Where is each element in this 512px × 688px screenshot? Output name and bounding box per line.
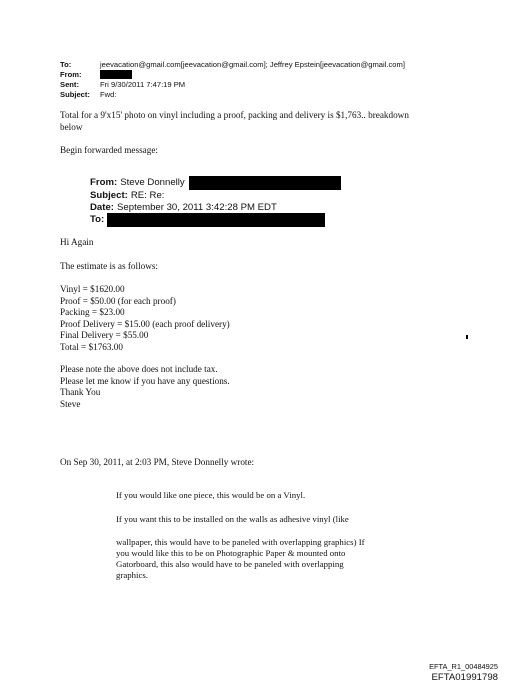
greeting: Hi Again [60,237,94,247]
fwd-subject-value: RE: Re: [130,190,165,201]
scan-mark [466,335,468,339]
quoted-paragraph [116,537,416,581]
fwd-to-label: To: [90,214,105,226]
quoted-line: If you would like one piece, this would be on a Vinyl. [116,490,306,500]
header-to-row [60,60,405,70]
intro-line: below [60,121,83,132]
quoted-para-line: you would like this to be on Photographic Paper & mounted onto [116,548,346,558]
fwd-date-label: Date: [90,201,114,213]
fwd-to-row [90,213,341,227]
redaction-box [100,70,132,79]
subject-label: Subject: [60,90,90,99]
closing-line: Please let me know if you have any questions. [60,375,230,386]
fwd-subject-label: Subject: [90,190,128,201]
fwd-from-label: From: [90,177,118,189]
estimate-list [60,284,230,353]
quoted-line: If you want this to be installed on the walls as adhesive vinyl (like [116,514,349,524]
closing-line: Please note the above does not include tax. [60,364,218,374]
email-header [60,60,405,100]
to-label: To: [60,60,72,69]
estimate-line: Packing = $23.00 [60,307,125,317]
header-from-row [60,70,405,80]
estimate-line: Proof Delivery = $15.00 (each proof delivery) [60,318,230,329]
redaction-box [189,176,341,190]
subject-value: Fwd: [100,90,117,99]
estimate-line: Proof = $50.00 (for each proof) [60,295,176,306]
closing-block [60,364,230,410]
fwd-subject-row [90,190,341,202]
footer-ref-primary: EFTA_R1_00484925 [429,662,498,671]
closing-line: Thank You [60,387,101,397]
forwarded-header [90,176,341,227]
fwd-date-value: September 30, 2011 3:42:28 PM EDT [117,201,277,213]
to-value: jeevacation@gmail.com[jeevacation@gmail.com]; Jeffrey Epstein[jeevacation@gmail.com] [100,60,405,69]
intro-line: Total for a 9'x15' photo on vinyl including a proof, packing and delivery is $1,763.. breakdown [60,110,409,120]
fwd-from-value: Steve Donnelly [120,177,185,189]
redaction-box [107,213,325,227]
sent-value: Fri 9/30/2011 7:47:19 PM [100,80,186,89]
footer-ref-secondary: EFTA01991798 [431,672,498,683]
earlier-message-header: On Sep 30, 2011, at 2:03 PM, Steve Donnelly wrote: [60,457,255,467]
estimate-line: Final Delivery = $55.00 [60,330,149,340]
begin-forwarded: Begin forwarded message: [60,145,158,155]
intro-paragraph [60,110,460,133]
fwd-from-row [90,176,341,190]
estimate-line: Vinyl = $1620.00 [60,284,125,294]
header-sent-row [60,80,405,90]
quoted-para-line: Gatorboard, this also would have to be paneled with overlapping [116,559,344,569]
quoted-para-line: wallpaper, this would have to be paneled with overlapping graphics) If [116,537,365,547]
closing-line: Steve [60,398,81,409]
from-label: From: [60,70,82,79]
quoted-para-line: graphics. [116,570,149,580]
header-subject-row [60,90,405,100]
estimate-intro: The estimate is as follows: [60,261,158,271]
fwd-date-row [90,202,341,214]
sent-label: Sent: [60,80,79,89]
estimate-line: Total = $1763.00 [60,341,123,352]
